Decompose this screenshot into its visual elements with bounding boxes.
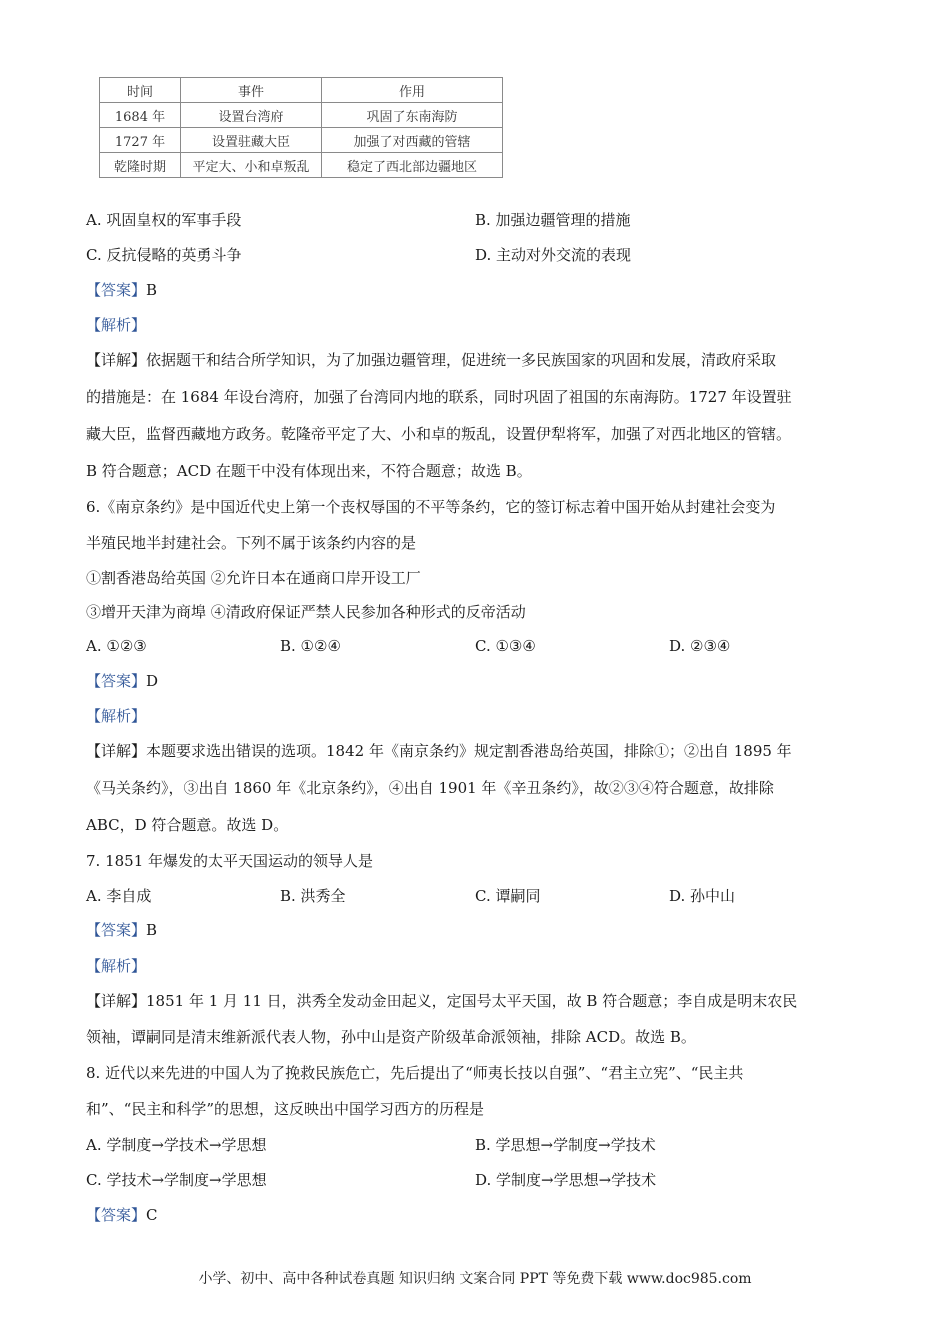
q7-option-d: D. 孙中山 (669, 887, 736, 905)
q7-answer (86, 920, 157, 940)
q8-option-c: C. 学技术→学制度→学思想 (86, 1171, 267, 1189)
q5-analysis-tag: 【解析】 (86, 316, 147, 334)
table-header: 作用 (322, 78, 503, 103)
q5-detail-line: 藏大臣，监督西藏地方政务。乾隆帝平定了大、小和卓的叛乱，设置伊犁将军，加强了对西北地区的管辖。 (86, 425, 792, 443)
detail-tag: 【详解】 (86, 992, 147, 1010)
q6-option-d: D. ②③④ (669, 637, 731, 655)
table-cell: 巩固了东南海防 (322, 103, 503, 128)
table-row (100, 128, 503, 153)
answer-tag: 【答案】 (86, 672, 147, 690)
table-header: 事件 (181, 78, 322, 103)
q6-item: ③增开天津为商埠 ④清政府保证严禁人民参加各种形式的反帝活动 (86, 603, 526, 621)
table-row (100, 103, 503, 128)
q8-answer (86, 1205, 158, 1225)
detail-text: 1851 年 1 月 11 日，洪秀全发动金田起义，定国号太平天国，故 B 符合题意；李自成是明末农民 (146, 992, 798, 1010)
q7-detail-line (86, 991, 797, 1011)
q5-detail-line: 的措施是：在 1684 年设台湾府，加强了台湾同内地的联系，同时巩固了祖国的东南海防。1727 年设置驻 (86, 388, 792, 406)
q6-detail-line: ABC，D 符合题意。故选 D。 (86, 816, 289, 834)
answer-tag: 【答案】 (86, 281, 147, 299)
q6-answer (86, 671, 158, 691)
q6-analysis-tag: 【解析】 (86, 707, 147, 725)
q6-option-b: B. ①②④ (280, 637, 341, 655)
detail-tag: 【详解】 (86, 351, 147, 369)
q5-option-a: A. 巩固皇权的军事手段 (86, 211, 242, 229)
detail-text: 依据题干和结合所学知识，为了加强边疆管理，促进统一多民族国家的巩固和发展，清政府采取 (146, 351, 777, 369)
table-cell: 乾隆时期 (100, 153, 181, 178)
q7-option-b: B. 洪秀全 (280, 887, 346, 905)
q8-stem: 和”、“民主和科学”的思想，这反映出中国学习西方的历程是 (86, 1100, 485, 1118)
q6-option-c: C. ①③④ (475, 637, 536, 655)
q5-option-b: B. 加强边疆管理的措施 (475, 211, 631, 229)
table-header-row (100, 78, 503, 103)
answer-value: B (146, 921, 158, 939)
q7-stem: 7. 1851 年爆发的太平天国运动的领导人是 (86, 852, 374, 870)
table-header: 时间 (100, 78, 181, 103)
q7-detail-line: 领袖，谭嗣同是清末维新派代表人物，孙中山是资产阶级革命派领袖，排除 ACD。故选 B。 (86, 1028, 696, 1046)
q6-detail-line: 《马关条约》，③出自 1860 年《北京条约》，④出自 1901 年《辛丑条约》，故②③④符合题意，故排除 (86, 779, 774, 797)
q7-option-c: C. 谭嗣同 (475, 887, 541, 905)
answer-value: C (146, 1206, 158, 1224)
table-row (100, 153, 503, 178)
answer-value: D (146, 672, 159, 690)
history-table (99, 77, 503, 178)
q7-analysis-tag: 【解析】 (86, 957, 147, 975)
q8-option-b: B. 学思想→学制度→学技术 (475, 1136, 656, 1154)
q6-option-a: A. ①②③ (86, 637, 147, 655)
table-cell: 设置驻藏大臣 (181, 128, 322, 153)
detail-text: 本题要求选出错误的选项。1842 年《南京条约》规定割香港岛给英国，排除①；②出自 1895 年 (146, 742, 792, 760)
table-cell: 稳定了西北部边疆地区 (322, 153, 503, 178)
q6-stem: 6.《南京条约》是中国近代史上第一个丧权辱国的不平等条约，它的签订标志着中国开始从封建社会变为 (86, 498, 776, 516)
answer-tag: 【答案】 (86, 921, 147, 939)
q5-option-d: D. 主动对外交流的表现 (475, 246, 632, 264)
q5-detail-line (86, 350, 776, 370)
answer-value: B (146, 281, 158, 299)
table-cell: 1684 年 (100, 103, 181, 128)
q6-stem: 半殖民地半封建社会。下列不属于该条约内容的是 (86, 534, 417, 552)
table-cell: 平定大、小和卓叛乱 (181, 153, 322, 178)
q6-item: ①割香港岛给英国 ②允许日本在通商口岸开设工厂 (86, 569, 421, 587)
table-cell: 设置台湾府 (181, 103, 322, 128)
table-cell: 1727 年 (100, 128, 181, 153)
page-footer: 小学、初中、高中各种试卷真题 知识归纳 文案合同 PPT 等免费下载 www.doc985.com (198, 1271, 752, 1287)
q8-stem: 8. 近代以来先进的中国人为了挽救民族危亡，先后提出了“师夷长技以自强”、“君主立宪”、“民主共 (86, 1064, 744, 1082)
answer-tag: 【答案】 (86, 1206, 147, 1224)
detail-tag: 【详解】 (86, 742, 147, 760)
q5-detail-line: B 符合题意；ACD 在题干中没有体现出来，不符合题意；故选 B。 (86, 462, 532, 480)
q5-answer (86, 280, 157, 300)
q6-detail-line (86, 741, 792, 761)
q7-option-a: A. 李自成 (86, 887, 152, 905)
q8-option-a: A. 学制度→学技术→学思想 (86, 1136, 267, 1154)
q5-option-c: C. 反抗侵略的英勇斗争 (86, 246, 242, 264)
table-cell: 加强了对西藏的管辖 (322, 128, 503, 153)
q8-option-d: D. 学制度→学思想→学技术 (475, 1171, 657, 1189)
